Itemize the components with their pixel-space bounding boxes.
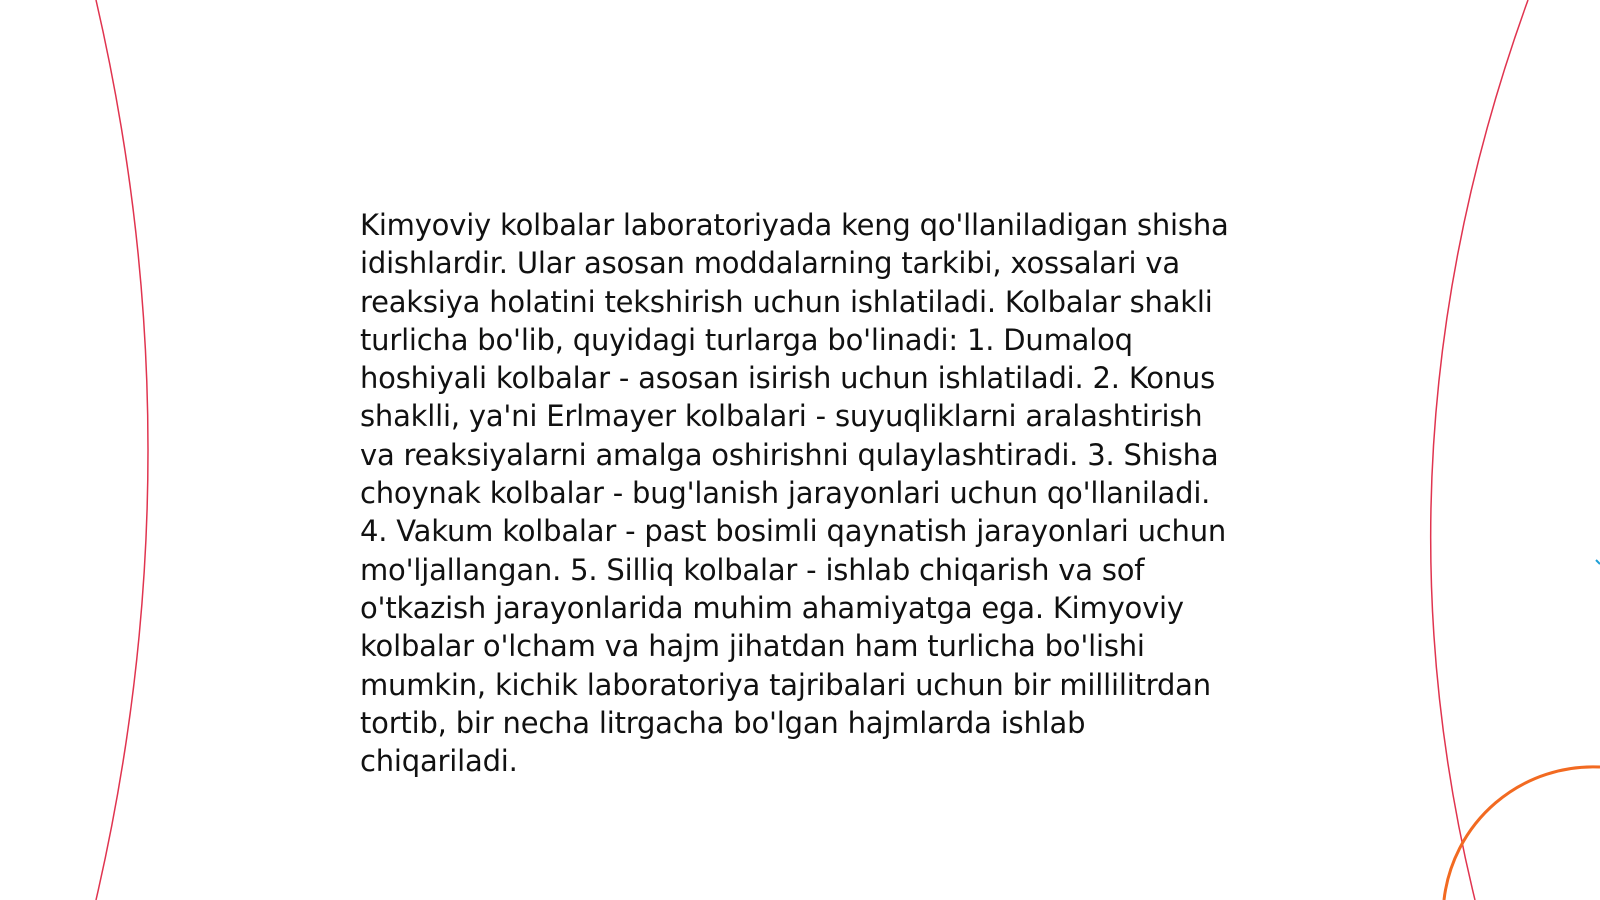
left-red-arc — [96, 0, 148, 900]
body-text: Kimyoviy kolbalar laboratoriyada keng qo'llaniladigan shisha idishlardir. Ular asosan moddalarning tarkibi, xossalari va reaksiya holatini tekshirish uchun ishlatiladi. Kolbalar shakli turlicha bo'lib, quyidagi turlarga bo'linadi: 1. Dumaloq hoshiyali kolbalar - asosan isirish uchun ishlatiladi. 2. Konus shaklli, ya'ni Erlmayer kolbalari - suyuqliklarni aralashtirish va reaksiyalarni amalga oshirishni qulaylashtiradi. 3. Shisha choynak kolbalar - bug'lanish jarayonlari uchun qo'llaniladi. 4. Vakum kolbalar - past bosimli qaynatish jarayonlari uchun mo'ljallangan. 5. Silliq kolbalar - ishlab chiqarish va sof o'tkazish jarayonlarida muhim ahamiyatga ega. Kimyoviy kolbalar o'lcham va hajm jihatdan ham turlicha bo'lishi mumkin, kichik laboratoriya tajribalari uchun bir millilitrdan tortib, bir necha litrgacha bo'lgan hajmlarda ishlab chiqariladi. — [360, 208, 1229, 779]
orange-circle-arc — [1444, 767, 1600, 900]
blue-accent-mark — [1596, 560, 1600, 564]
right-red-arc — [1431, 0, 1528, 900]
